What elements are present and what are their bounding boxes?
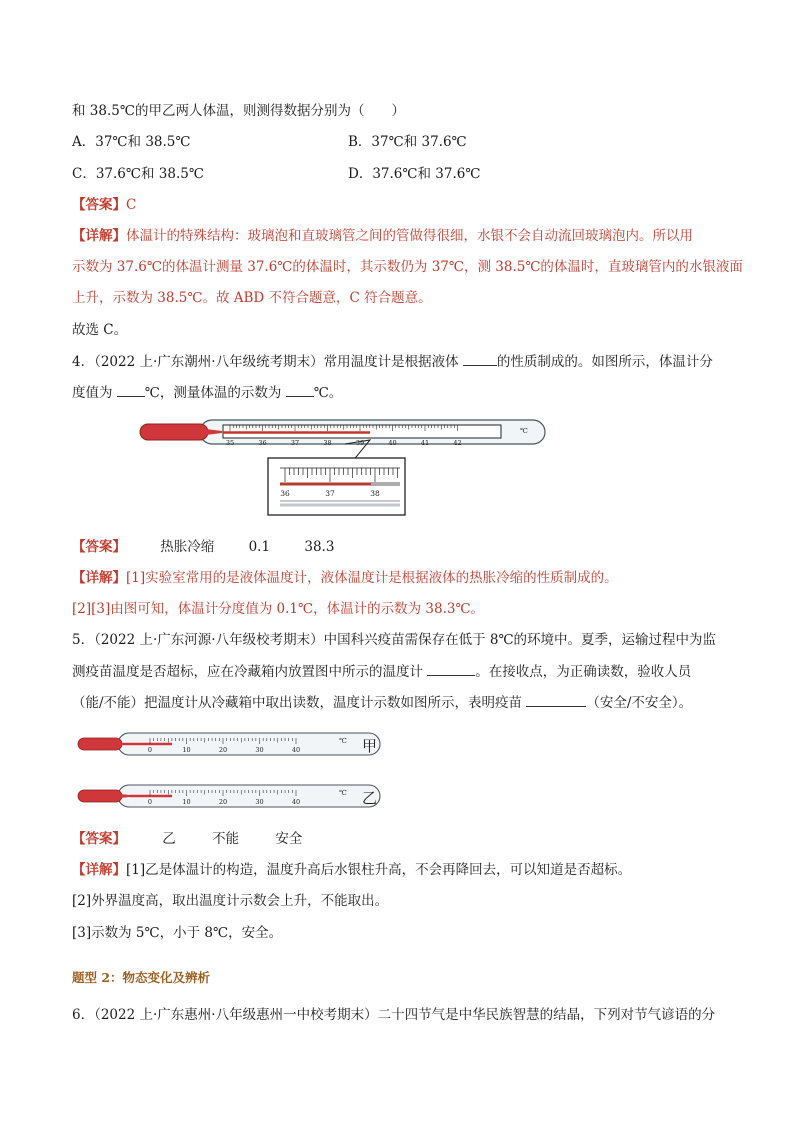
scale-label: 37 bbox=[290, 439, 300, 447]
zoom-label: 36 bbox=[280, 489, 290, 498]
scale-label: 40 bbox=[388, 439, 397, 447]
q3-option-b: B．37℃和 37.6℃ bbox=[348, 134, 467, 150]
q3-detail-line-2: 示数为 37.6℃的体温计测量 37.6℃的体温时，其示数仍为 37℃，测 38.5℃的体温时，直玻璃管内的水银液面 bbox=[72, 259, 743, 275]
scale-label: 38 bbox=[323, 439, 332, 447]
q4-stem-line-2 bbox=[72, 382, 342, 403]
q4-blank-2[interactable] bbox=[117, 382, 145, 397]
q5-answer-row bbox=[72, 829, 302, 849]
q3-detail-line-3: 上升，示数为 38.5℃。故 ABD 不符合题意，C 符合题意。 bbox=[72, 290, 432, 306]
q5-stem-3b: （安全/不安全）。 bbox=[586, 695, 693, 711]
q3-option-d: D．37.6℃和 37.6℃ bbox=[348, 166, 481, 182]
q3-stem: 和 38.5℃的甲乙两人体温，则测得数据分别为（ ） bbox=[72, 103, 405, 119]
q5-answer-3: 安全 bbox=[275, 831, 303, 847]
q4-stem-2b: ℃，测量体温的示数为 bbox=[144, 385, 282, 401]
q5-thermometer-yi bbox=[72, 782, 392, 812]
q5-answer-2: 不能 bbox=[212, 831, 240, 847]
q4-stem-2a: 度值为 bbox=[72, 385, 113, 401]
q6-stem-line-1: 6．（2022 上·广东惠州·八年级惠州一中校考期末）二十四节气是中华民族智慧的结晶，下列对节气谚语的分 bbox=[72, 1007, 716, 1023]
zoom-label: 37 bbox=[325, 489, 335, 498]
thermometer-unit: ℃ bbox=[339, 737, 347, 745]
q4-detail-line-2: [2][3]由图可知，体温计分度值为 0.1℃，体温计的示数为 38.3℃。 bbox=[72, 601, 485, 617]
answer-tag: 【答案】 bbox=[72, 539, 126, 555]
q4-detail-text-1: [1]实验室常用的是液体温度计，液体温度计是根据液体的热胀冷缩的性质制成的。 bbox=[126, 570, 618, 586]
zoom-label: 38 bbox=[370, 489, 380, 498]
scale-label: 20 bbox=[218, 798, 228, 806]
scale-label: 42 bbox=[453, 439, 462, 447]
q5-stem-2a: 测疫苗温度是否超标，应在冷藏箱内放置图中所示的温度计 bbox=[72, 664, 423, 680]
q5-stem-line-3 bbox=[72, 692, 692, 713]
q5-detail-text-1: [1]乙是体温计的构造，温度升高后水银柱升高，不会再降回去，可以知道是否超标。 bbox=[126, 862, 632, 878]
scale-label: 10 bbox=[182, 798, 191, 806]
q5-blank-2[interactable] bbox=[526, 692, 586, 707]
q4-blank-1[interactable] bbox=[463, 351, 497, 366]
q5-stem-3a: （能/不能）把温度计从冷藏箱中取出读数，温度计示数如图所示，表明疫苗 bbox=[72, 695, 523, 711]
q4-answer-row bbox=[72, 537, 334, 557]
section-title: 题型 2：物态变化及辨析 bbox=[72, 970, 211, 985]
q3-option-c: C．37.6℃和 38.5℃ bbox=[72, 166, 204, 182]
answer-tag: 【答案】 bbox=[72, 831, 126, 847]
q5-stem-2b: 。在接收点，为正确读数，验收人员 bbox=[475, 664, 692, 680]
detail-tag: 【详解】 bbox=[72, 570, 126, 586]
q5-stem-line-2 bbox=[72, 661, 691, 682]
q4-stem-1a: 4．（2022 上·广东潮州·八年级统考期末）常用温度计是根据液体 bbox=[72, 354, 459, 370]
scale-label: 41 bbox=[420, 439, 430, 447]
scale-label: 39 bbox=[355, 439, 365, 447]
scale-label: 35 bbox=[225, 439, 235, 447]
q3-detail-text-1: 体温计的特殊结构：玻璃泡和直玻璃管之间的管做得很细，水银不会自动流回玻璃泡内。所以用 bbox=[126, 228, 693, 244]
q4-answer-1: 热胀冷缩 bbox=[160, 539, 215, 555]
scale-label: 30 bbox=[255, 798, 264, 806]
q4-detail-line-1 bbox=[72, 568, 618, 588]
thermometer-unit: ℃ bbox=[339, 789, 347, 797]
scale-label: 10 bbox=[182, 746, 191, 754]
q4-thermometer-figure bbox=[130, 412, 560, 520]
label-jia: 甲 bbox=[362, 737, 378, 755]
q5-detail-line-2: [2]外界温度高，取出温度计示数会上升，不能取出。 bbox=[72, 893, 389, 909]
q5-answer-1: 乙 bbox=[162, 831, 176, 847]
q4-blank-3[interactable] bbox=[286, 382, 314, 397]
q5-detail-line-1 bbox=[72, 860, 631, 880]
q5-detail-line-3: [3]示数为 5℃，小于 8℃，安全。 bbox=[72, 925, 283, 941]
scale-label: 0 bbox=[147, 798, 153, 806]
q4-stem-1b: 的性质制成的。如图所示，体温计分 bbox=[496, 354, 713, 370]
scale-label: 20 bbox=[218, 746, 228, 754]
q5-stem-line-1: 5．（2022 上·广东河源·八年级校考期末）中国科兴疫苗需保存在低于 8℃的环境中。夏季，运输过程中为监 bbox=[72, 632, 717, 648]
q4-answer-3: 38.3 bbox=[304, 539, 335, 555]
q3-conclusion: 故选 C。 bbox=[72, 322, 128, 338]
scale-label: 40 bbox=[291, 746, 301, 754]
q3-answer: C bbox=[126, 197, 137, 213]
q4-stem-line-1 bbox=[72, 351, 713, 372]
q5-thermometer-jia bbox=[72, 730, 392, 760]
answer-tag: 【答案】 bbox=[72, 197, 126, 213]
detail-tag: 【详解】 bbox=[72, 228, 126, 244]
q5-blank-1[interactable] bbox=[427, 661, 475, 676]
scale-label: 30 bbox=[255, 746, 264, 754]
q3-detail-line-1 bbox=[72, 226, 693, 246]
scale-label: 40 bbox=[291, 798, 301, 806]
scale-label: 0 bbox=[147, 746, 153, 754]
detail-tag: 【详解】 bbox=[72, 862, 126, 878]
q4-answer-2: 0.1 bbox=[248, 539, 271, 555]
thermometer-unit: ℃ bbox=[520, 427, 528, 435]
scale-label: 36 bbox=[258, 439, 267, 447]
q4-stem-2c: ℃。 bbox=[313, 385, 343, 401]
q3-option-a: A．37℃和 38.5℃ bbox=[72, 134, 191, 150]
label-yi: 乙 bbox=[362, 789, 378, 807]
q3-answer-row bbox=[72, 195, 136, 215]
